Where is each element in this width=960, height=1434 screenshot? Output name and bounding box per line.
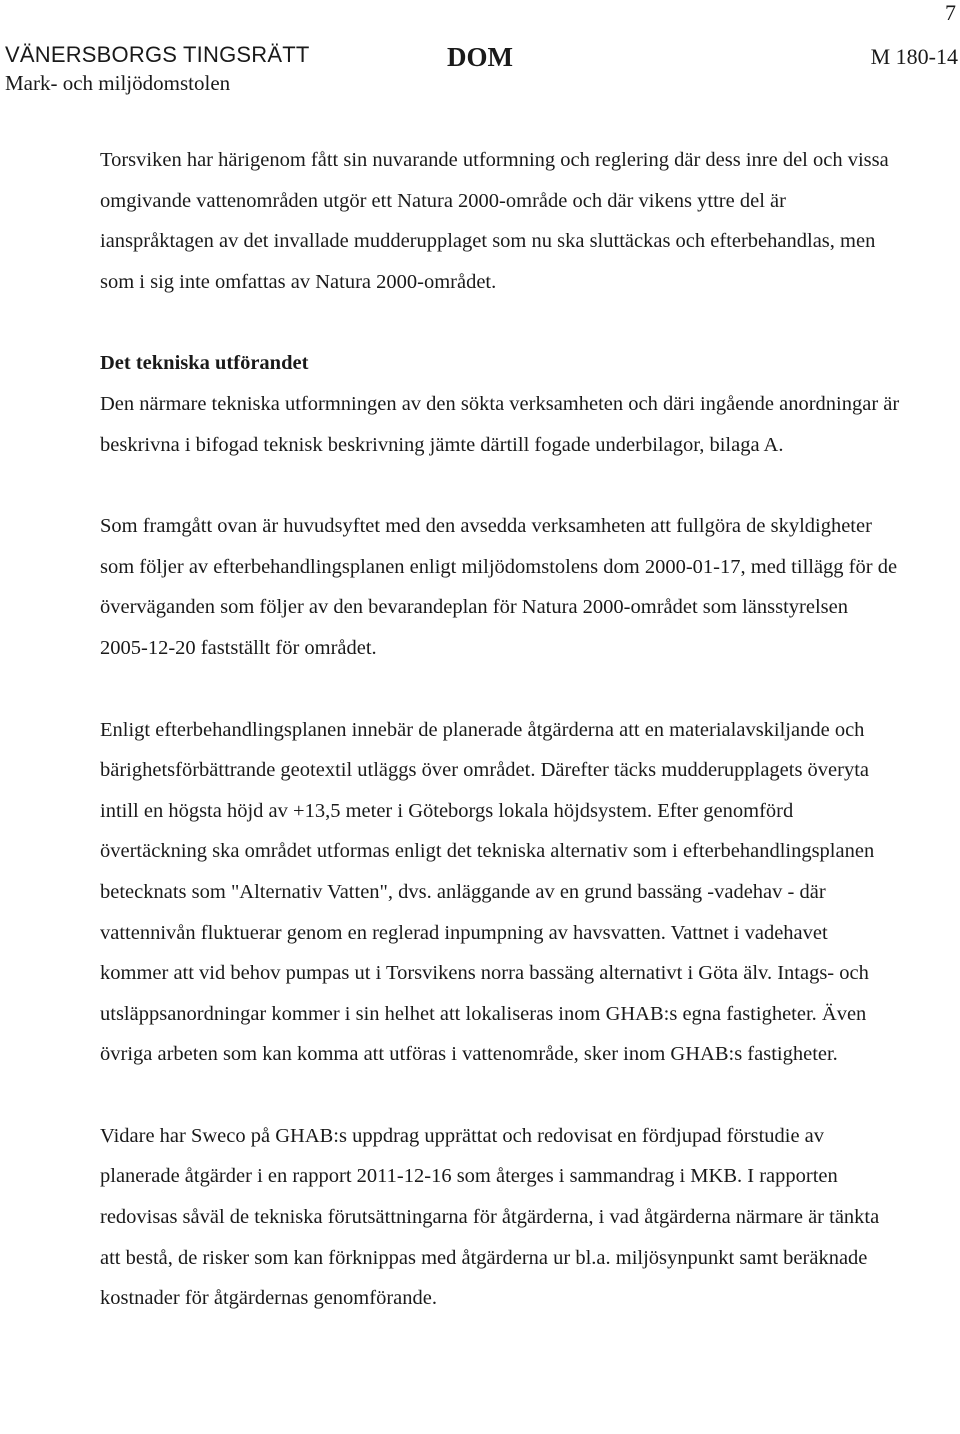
paragraph: Torsviken har härigenom fått sin nuvarande utformning och reglering där dess inre del och vissa omgivande vattenområden utgör ett Natura 2000-område och där vikens yttre del är ianspråktagen av det invallade mudderupplaget som nu ska sluttäckas och efterbehandlas, men som i sig inte omfattas av Natura 2000-området. bbox=[100, 149, 889, 293]
case-number: M 180-14 bbox=[870, 44, 958, 69]
document-type: DOM bbox=[447, 42, 513, 72]
paragraph: Vidare har Sweco på GHAB:s uppdrag upprättat och redovisat en fördjupad förstudie av planerade åtgärder i en rapport 2011-12-16 som återges i sammandrag i MKB. I rapporten redovisas såväl de tekniska förutsättningarna för åtgärderna, i vad åtgärderna närmare är tänkta att bestå, de risker som kan förknippas med åtgärderna ur bl.a. miljösynpunkt samt beräknade kostnader för åtgärdernas genomförande. bbox=[100, 1124, 880, 1310]
paragraph: Som framgått ovan är huvudsyftet med den avsedda verksamheten att fullgöra de skyldigheter som följer av efterbehandlingsplanen enligt miljödomstolens dom 2000-01-17, med tillägg för de överväganden som följer av den bevarandeplan för Natura 2000-området som länsstyrelsen 2005-12-20 fastställt för området. bbox=[100, 515, 898, 659]
document-body bbox=[100, 140, 900, 1360]
document-header bbox=[0, 40, 960, 100]
section-heading: Det tekniska utförandet bbox=[100, 352, 309, 375]
page-number: 7 bbox=[945, 0, 956, 25]
court-name: VÄNERSBORGS TINGSRÄTT bbox=[5, 42, 310, 67]
paragraph: Den närmare tekniska utformningen av den sökta verksamheten och däri ingående anordningar är beskrivna i bifogad teknisk beskrivning jämte därtill fogade underbilagor, bilaga A. bbox=[100, 392, 900, 456]
court-division: Mark- och miljödomstolen bbox=[5, 71, 231, 95]
paragraph: Enligt efterbehandlingsplanen innebär de planerade åtgärderna att en materialavskiljande och bärighetsförbättrande geotextil utläggs över området. Därefter täcks mudderupplagets överyta intill en högsta höjd av +13,5 meter i Göteborgs lokala höjdsystem. Efter genomförd övertäckning ska området utformas enligt det tekniska alternativ som i efterbehandlingsplanen betecknats som "Alternativ Vatten", dvs. anläggande av en grund bassäng -vadehav - där vattennivån fluktuerar genom en reglerad inpumpning av havsvatten. Vattnet i vadehavet kommer att vid behov pumpas ut i Torsvikens norra bassäng alternativt i Göta älv. Intags- och utsläppsanordningar kommer i sin helhet att lokaliseras inom GHAB:s egna fastigheter. Även övriga arbeten som kan komma att utföras i vattenområde, sker inom GHAB:s fastigheter. bbox=[100, 718, 875, 1066]
